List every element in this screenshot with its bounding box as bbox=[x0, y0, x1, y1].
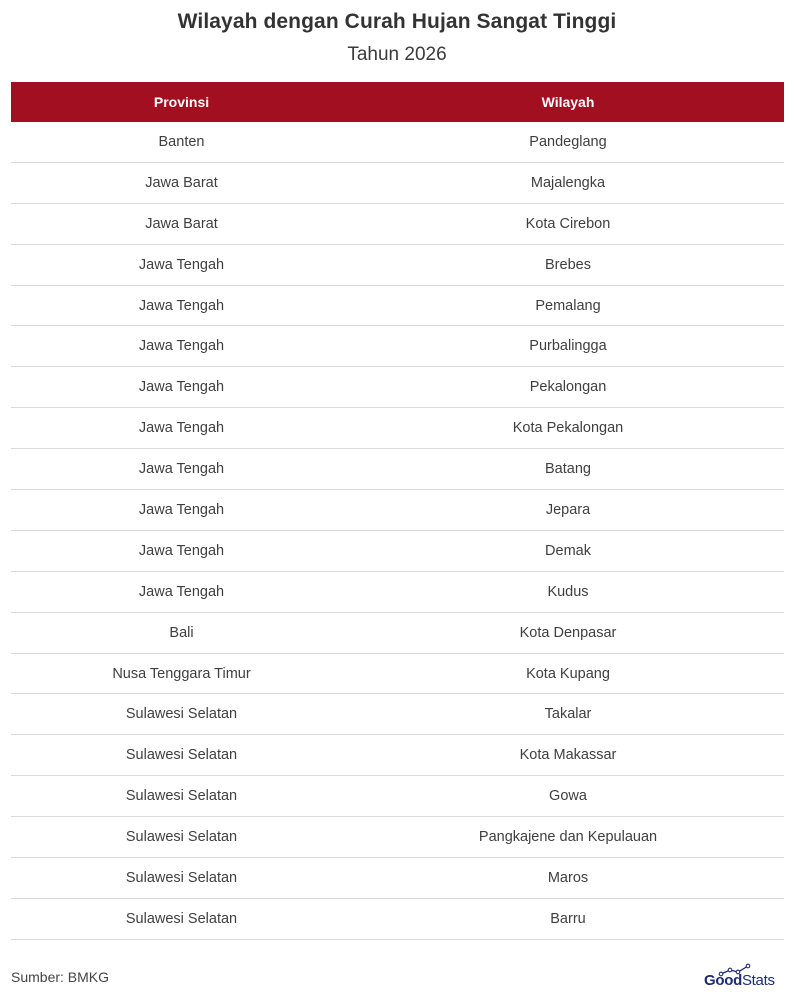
cell-wilayah: Pemalang bbox=[535, 297, 601, 314]
cell-wilayah: Batang bbox=[545, 461, 591, 478]
table-row bbox=[11, 204, 784, 245]
cell-wilayah: Kota Pekalongan bbox=[512, 420, 624, 437]
cell-wilayah: Pandeglang bbox=[529, 133, 607, 150]
table-row bbox=[11, 613, 784, 654]
cell-provinsi: Sulawesi Selatan bbox=[125, 829, 238, 846]
table-row bbox=[11, 408, 784, 449]
cell-wilayah: Kota Cirebon bbox=[525, 215, 611, 232]
chart-title: Wilayah dengan Curah Hujan Sangat Tinggi bbox=[177, 10, 617, 33]
logo-stats: Stats bbox=[741, 972, 775, 989]
table-row bbox=[11, 531, 784, 572]
table-row bbox=[11, 367, 784, 408]
table-row bbox=[11, 694, 784, 735]
source-note: Sumber: BMKG bbox=[11, 969, 110, 985]
cell-provinsi: Jawa Tengah bbox=[138, 583, 225, 600]
goodstats-logo bbox=[704, 963, 786, 989]
cell-wilayah: Kudus bbox=[547, 583, 589, 600]
table-row bbox=[11, 163, 784, 204]
cell-wilayah: Pangkajene dan Kepulauan bbox=[478, 829, 658, 846]
cell-provinsi: Jawa Barat bbox=[145, 215, 218, 232]
cell-wilayah: Kota Makassar bbox=[519, 747, 617, 764]
table-row bbox=[11, 286, 784, 327]
cell-provinsi: Jawa Tengah bbox=[138, 420, 225, 437]
cell-wilayah: Majalengka bbox=[530, 174, 606, 191]
logo-wordmark bbox=[704, 972, 775, 989]
cell-provinsi: Sulawesi Selatan bbox=[125, 747, 238, 764]
cell-provinsi: Sulawesi Selatan bbox=[125, 788, 238, 805]
table-row bbox=[11, 735, 784, 776]
chart-subtitle: Tahun 2026 bbox=[347, 44, 447, 65]
table-row bbox=[11, 817, 784, 858]
cell-wilayah: Purbalingga bbox=[529, 338, 607, 355]
cell-wilayah: Kota Kupang bbox=[526, 665, 610, 682]
cell-provinsi: Jawa Tengah bbox=[138, 256, 225, 273]
cell-wilayah: Brebes bbox=[545, 256, 591, 273]
cell-wilayah: Jepara bbox=[545, 501, 591, 518]
table-row bbox=[11, 572, 784, 613]
cell-wilayah: Demak bbox=[545, 542, 591, 559]
table-header bbox=[11, 82, 784, 122]
table-row bbox=[11, 245, 784, 286]
cell-provinsi: Jawa Tengah bbox=[138, 297, 225, 314]
column-header-wilayah: Wilayah bbox=[541, 94, 595, 110]
table-row bbox=[11, 899, 784, 940]
table-row bbox=[11, 654, 784, 695]
cell-wilayah: Gowa bbox=[549, 788, 587, 805]
table-row bbox=[11, 122, 784, 163]
table-row bbox=[11, 326, 784, 367]
cell-provinsi: Sulawesi Selatan bbox=[125, 869, 238, 886]
cell-provinsi: Bali bbox=[169, 624, 194, 641]
column-header-provinsi: Provinsi bbox=[153, 94, 210, 110]
cell-provinsi: Jawa Tengah bbox=[138, 542, 225, 559]
cell-provinsi: Sulawesi Selatan bbox=[125, 910, 238, 927]
cell-provinsi: Jawa Tengah bbox=[138, 501, 225, 518]
data-table bbox=[11, 82, 784, 940]
cell-provinsi: Jawa Tengah bbox=[138, 338, 225, 355]
cell-provinsi: Jawa Tengah bbox=[138, 461, 225, 478]
table-row bbox=[11, 449, 784, 490]
cell-provinsi: Jawa Tengah bbox=[138, 379, 225, 396]
cell-provinsi: Jawa Barat bbox=[145, 174, 218, 191]
cell-wilayah: Maros bbox=[547, 869, 589, 886]
cell-wilayah: Takalar bbox=[544, 706, 592, 723]
table-row bbox=[11, 776, 784, 817]
table-row bbox=[11, 858, 784, 899]
logo-good: Good bbox=[704, 972, 742, 989]
cell-wilayah: Barru bbox=[550, 910, 586, 927]
cell-provinsi: Banten bbox=[158, 133, 205, 150]
table-row bbox=[11, 490, 784, 531]
cell-wilayah: Kota Denpasar bbox=[519, 624, 617, 641]
cell-wilayah: Pekalongan bbox=[529, 379, 607, 396]
cell-provinsi: Sulawesi Selatan bbox=[125, 706, 238, 723]
cell-provinsi: Nusa Tenggara Timur bbox=[112, 665, 251, 682]
table-body bbox=[11, 122, 784, 940]
